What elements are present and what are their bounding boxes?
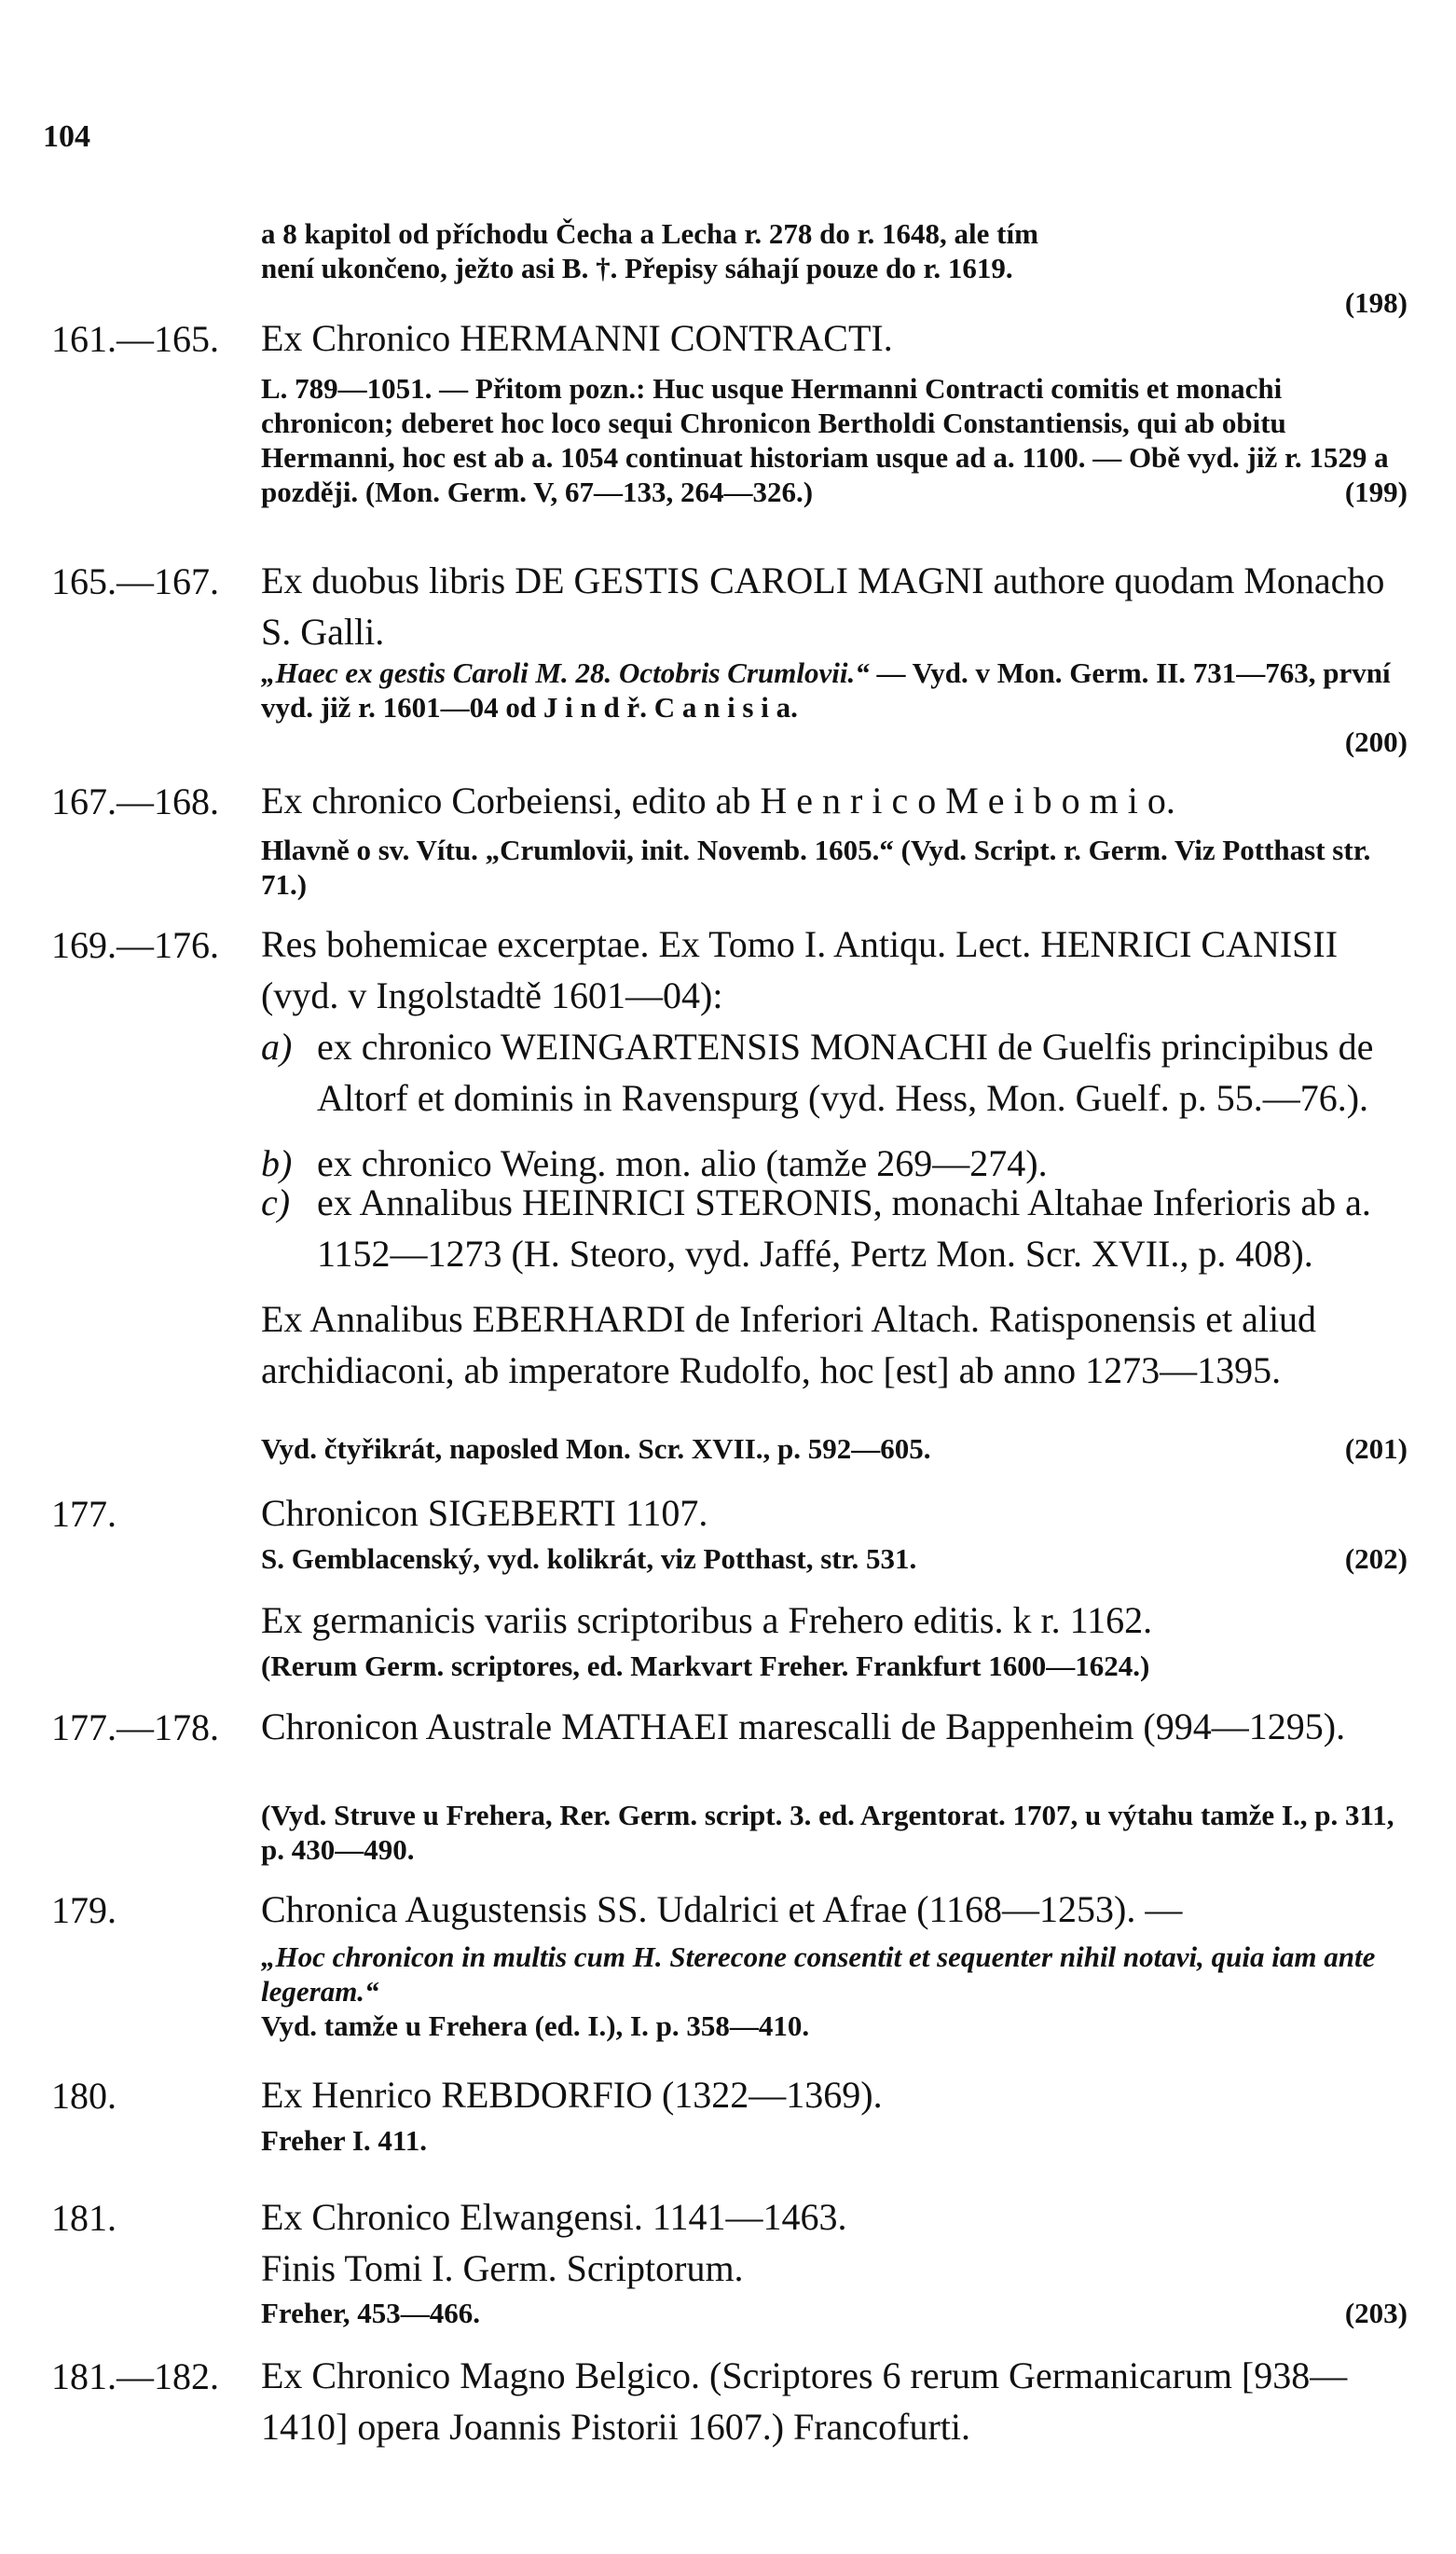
entry-number: 181.—182.	[51, 2355, 219, 2397]
entry-number: 161.—165.	[51, 318, 219, 360]
entry-title: Ex chronico Corbeiensi, edito ab H e n r i c o M e i b o m i o.	[261, 780, 1175, 821]
list-item-label: b)	[261, 1142, 293, 1184]
entry-number: 167.—168.	[51, 780, 219, 822]
entry-title: Ex duobus libris DE GESTIS CAROLI MAGNI authore quodam Monacho S. Galli.	[261, 559, 1385, 653]
entry-number: 177.	[51, 1493, 117, 1535]
list-item-label: a)	[261, 1026, 293, 1068]
entry-extra-note: (Rerum Germ. scriptores, ed. Markvart Freher. Frankfurt 1600—1624.)	[261, 1650, 1150, 1682]
entry-ref: (200)	[1344, 725, 1408, 758]
entry-note	[261, 1431, 1408, 1466]
entry-ref: (203)	[1344, 2297, 1408, 2329]
entry-note	[261, 1940, 1408, 2043]
entry-title: Res bohemicae excerptae. Ex Tomo I. Antiqu. Lect. HENRICI CANISII (vyd. v Ingolstadtě 1601—04):	[261, 923, 1339, 1016]
entry-title: Chronica Augustensis SS. Udalrici et Afrae (1168—1253). —	[261, 1888, 1183, 1930]
entry-note	[261, 656, 1408, 759]
entry-number: 179.	[51, 1889, 117, 1931]
entry-note-quote: „Haec ex gestis Caroli M. 28. Octobris Crumlovii.“	[261, 656, 870, 689]
entry-note-text: — Vyd. v Mon. Germ. II. 731—763, první vyd. již r. 1601—04 od J i n d ř. C a n i s i a.	[261, 656, 1391, 724]
list-item-text: ex chronico WEINGARTENSIS MONACHI de Guelfis principibus de Altorf et dominis in Ravenspurg (vyd. Hess, Mon. Guelf. p. 55.—76.).	[317, 1026, 1374, 1119]
list-item	[261, 1177, 1408, 1279]
entry-note-quote: „Hoc chronicon in multis cum H. Sterecone consentit et sequenter nihil notavi, quia iam ante legeram.“	[261, 1940, 1376, 2008]
entry-number: 180.	[51, 2075, 117, 2117]
entry-title: Ex Henrico REBDORFIO (1322—1369).	[261, 2074, 883, 2116]
entry-number: 177.—178.	[51, 1706, 219, 1748]
entry-note-text: Vyd. čtyřikrát, naposled Mon. Scr. XVII., p. 592—605.	[261, 1432, 931, 1465]
entry-title: Chronicon Australe MATHAEI marescalli de Bappenheim (994—1295).	[261, 1705, 1346, 1747]
list-item-text: ex chronico Weing. mon. alio (tamže 269—274).	[317, 1142, 1048, 1184]
entry-title: Ex Chronico Magno Belgico. (Scriptores 6 rerum Germanicarum [938—1410] opera Joannis Pistorii 1607.) Francofurti.	[261, 2354, 1348, 2448]
intro-ref: (198)	[1344, 286, 1408, 319]
entry-note: Freher I. 411.	[261, 2124, 427, 2157]
entry-ref: (201)	[1344, 1432, 1408, 1465]
entry-title-line: Ex Chronico Elwangensi. 1141—1463.	[261, 2196, 847, 2238]
page-number: 104	[43, 119, 90, 154]
entry-title: Ex Chronico HERMANNI CONTRACTI.	[261, 317, 893, 359]
entry-note-text: Freher, 453—466.	[261, 2297, 481, 2329]
entry-number: 181.	[51, 2197, 117, 2239]
intro-line-2: není ukončeno, ježto asi B. †. Přepisy sáhají pouze do r. 1619.	[261, 252, 1013, 284]
intro-note	[261, 216, 1408, 320]
entry-note-text: S. Gemblacenský, vyd. kolikrát, viz Potthast, str. 531.	[261, 1542, 917, 1575]
entry-ref: (199)	[1344, 476, 1408, 508]
entry-extra: Ex Annalibus EBERHARDI de Inferiori Altach. Ratisponensis et aliud archidiaconi, ab imperatore Rudolfo, hoc [est] ab anno 1273—1395.	[261, 1298, 1317, 1391]
entry-note: (Vyd. Struve u Frehera, Rer. Germ. script. 3. ed. Argentorat. 1707, u výtahu tamže I., p. 311, p. 430—490.	[261, 1799, 1394, 1866]
entry-note	[261, 2296, 1408, 2330]
entry-note: Hlavně o sv. Vítu. „Crumlovii, init. Novemb. 1605.“ (Vyd. Script. r. Germ. Viz Potthast str. 71.)	[261, 834, 1371, 901]
entry-number: 169.—176.	[51, 924, 219, 966]
entry-title: Chronicon SIGEBERTI 1107.	[261, 1492, 708, 1534]
entry-note	[261, 1541, 1408, 1576]
entry-extra: Ex germanicis variis scriptoribus a Frehero editis. k r. 1162.	[261, 1599, 1153, 1641]
entry-ref: (202)	[1344, 1542, 1408, 1575]
list-item	[261, 1021, 1408, 1124]
entry-note-text: Vyd. tamže u Frehera (ed. I.), I. p. 358—410.	[261, 2009, 810, 2042]
entry-number: 165.—167.	[51, 560, 219, 602]
list-item-label: c)	[261, 1181, 291, 1223]
list-item-text: ex Annalibus HEINRICI STERONIS, monachi Altahae Inferioris ab a. 1152—1273 (H. Steoro, vyd. Jaffé, Pertz Mon. Scr. XVII., p. 408).	[317, 1181, 1371, 1275]
entry-title	[261, 2191, 1408, 2294]
entry-title-line-2: Finis Tomi I. Germ. Scriptorum.	[261, 2247, 744, 2289]
entry-note-text: L. 789—1051. — Přitom pozn.: Huc usque Hermanni Contracti comitis et monachi chronicon; deberet hoc loco sequi Chronicon Bertholdi Constantiensis, qui ab obitu Hermanni, hoc est ab a. 1054 continuat historiam usque ad a. 1100. — Obě vyd. již r. 1529 a později. (Mon. Germ. V, 67—133, 264—326.)	[261, 372, 1389, 508]
intro-line-1: a 8 kapitol od příchodu Čecha a Lecha r. 278 do r. 1648, ale tím	[261, 217, 1038, 250]
entry-note	[261, 371, 1408, 509]
